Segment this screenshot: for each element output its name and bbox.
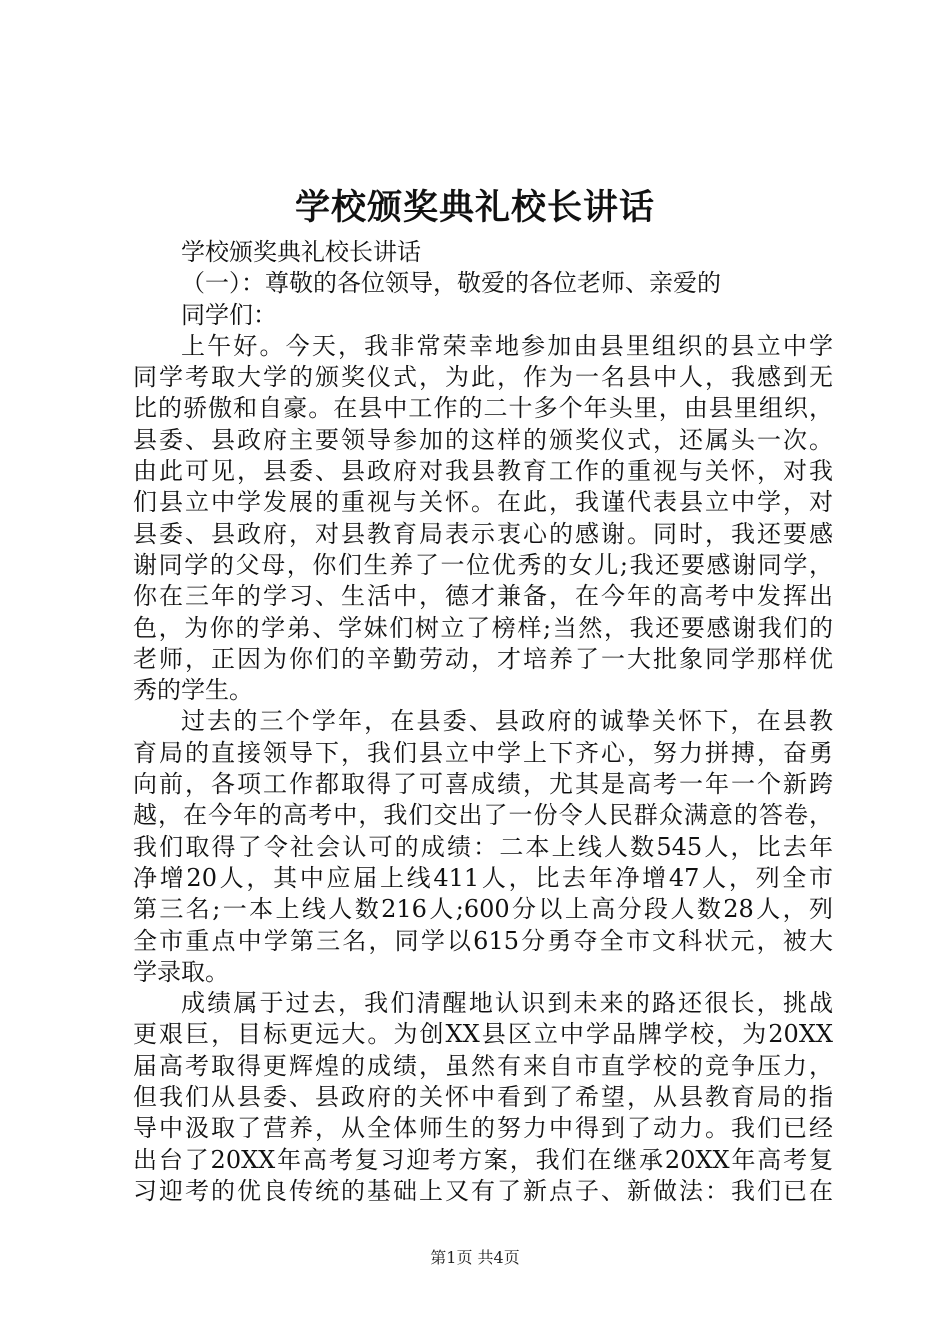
text-line: 净增20人，其中应届上线411人，比去年净增47人，列全市 [133,863,833,892]
text-line: 由此可见，县委、县政府对我县教育工作的重视与关怀，对我 [133,457,833,486]
text-line: 育局的直接领导下，我们县立中学上下齐心，努力拼搏，奋勇 [133,738,833,767]
text-line: 导中汲取了营养，从全体师生的努力中得到了动力。我们已经 [133,1114,833,1143]
text-line: 老师，正因为你们的辛勤劳动，才培养了一大批象同学那样优 [133,644,833,673]
text-line: 向前，各项工作都取得了可喜成绩，尤其是高考一年一个新跨 [133,770,833,799]
text-line: 但我们从县委、县政府的关怀中看到了希望，从县教育局的指 [133,1083,833,1112]
page-footer: 第1页 共4页 [430,1248,520,1267]
text-line: 习迎考的优良传统的基础上又有了新点子、新做法：我们已在 [133,1176,833,1205]
text-line: 第三名;一本上线人数216人;600分以上高分段人数28人，列 [133,895,833,924]
text-line: 谢同学的父母，你们生养了一位优秀的女儿;我还要感谢同学， [133,550,833,579]
text-line: 秀的学生。 [133,676,253,705]
text-line: 你在三年的学习、生活中，德才兼备，在今年的高考中发挥出 [133,582,833,611]
text-line: 们县立中学发展的重视与关怀。在此，我谨代表县立中学，对 [133,488,833,517]
text-line: 色，为你的学弟、学妹们树立了榜样;当然，我还要感谢我们的 [133,613,833,642]
text-line: 学校颁奖典礼校长讲话 [181,238,421,266]
text-line: 出台了20XX年高考复习迎考方案，我们在继承20XX年高考复 [133,1145,833,1174]
text-line: 成绩属于过去，我们清醒地认识到未来的路还很长，挑战 [181,989,833,1018]
text-line: 越，在今年的高考中，我们交出了一份令人民群众满意的答卷， [133,801,833,830]
text-line: 过去的三个学年，在县委、县政府的诚挚关怀下，在县教 [181,707,833,736]
text-line: 同学考取大学的颁奖仪式，为此，作为一名县中人，我感到无 [133,363,833,392]
text-line: 届高考取得更辉煌的成绩，虽然有来自市直学校的竞争压力， [133,1051,833,1080]
text-line: 全市重点中学第三名，同学以615分勇夺全市文科状元，被大 [133,926,833,955]
text-line: （一）：尊敬的各位领导，敬爱的各位老师、亲爱的 [181,269,721,298]
text-line: 更艰巨，目标更远大。为创XX县区立中学品牌学校，为20XX [133,1020,833,1049]
text-line: 我们取得了令社会认可的成绩：二本上线人数545人，比去年 [133,832,833,861]
document-body [133,237,833,1207]
text-line: 上午好。今天，我非常荣幸地参加由县里组织的县立中学 [181,331,833,360]
document-title: 学校颁奖典礼校长讲话 [294,187,655,228]
text-line: 比的骄傲和自豪。在县中工作的二十多个年头里，由县里组织， [133,394,833,423]
text-line: 同学们： [181,300,277,329]
text-line: 学录取。 [133,957,229,986]
text-line: 县委、县政府，对县教育局表示衷心的感谢。同时，我还要感 [133,519,833,548]
text-line: 县委、县政府主要领导参加的这样的颁奖仪式，还属头一次。 [133,425,833,454]
